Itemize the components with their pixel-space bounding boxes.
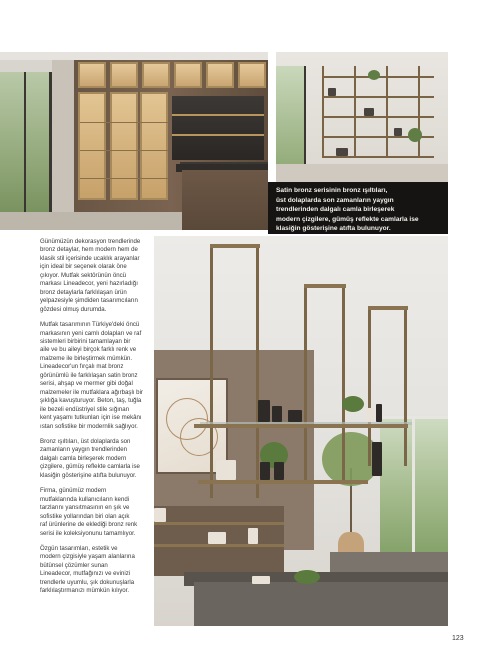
hanging-shelf-photo [154, 236, 448, 626]
hanging-rod [368, 306, 371, 466]
text-line: görünümlü ile farklılaşan satin bronz [40, 371, 138, 379]
glass-tall-cabinet [110, 92, 138, 200]
shelf-post [418, 66, 420, 158]
bronze-shelf [194, 424, 408, 428]
text-line: ıstan sofistike bir modernlik sağlıyor. [40, 422, 138, 430]
text-line: Özgün tasarımları, estetik ve [40, 544, 118, 552]
text-line: için ideal bir seçenek olarak öne [40, 263, 127, 271]
stacked-books [216, 460, 236, 480]
paragraph-3 [40, 438, 152, 480]
storage-jar [272, 406, 282, 422]
shelf-bar [322, 116, 434, 118]
bottle [366, 408, 374, 422]
text-line: Mutfak tasarımının Türkiye'deki öncü [40, 321, 140, 329]
glass-upper-cabinet [206, 62, 234, 88]
text-line: çizgilere, gümüş reflekte camlarla ise [40, 463, 140, 471]
shelf-plant [368, 70, 380, 80]
window [276, 66, 306, 166]
bowl [208, 532, 226, 544]
shelf-bar [322, 96, 434, 98]
page-number: 123 [452, 635, 464, 642]
text-line: malzeme ile birleştirmek mümkün. [40, 354, 133, 362]
caption-line: Satin bronz serisinin bronz ışıltıları, [276, 187, 388, 194]
text-line: yelpazesiyle şimdiden tasarımcıların [40, 297, 138, 305]
window-mullion [24, 72, 26, 230]
text-line: dalgalı camla birleşerek modern [40, 454, 127, 462]
dark-niche [172, 96, 264, 160]
floor-plant [408, 128, 422, 142]
text-line: Firma, günümüz modern [40, 487, 107, 495]
text-line: ile bezeli endüstriyel stile sığınan [40, 405, 130, 413]
text-line: gözdesi olmuş durumda. [40, 305, 107, 313]
bronze-shelf-photo [276, 52, 448, 182]
shelf-bar [322, 156, 434, 158]
text-line: modern çizgisiyle yaşam alanlarına [40, 553, 135, 561]
kitchen-island [182, 170, 268, 230]
low-shelf [154, 544, 284, 547]
wall-section [52, 60, 74, 230]
text-line: Lineadecor, mutfağınızı ve evinizi [40, 570, 131, 578]
shelf-object [336, 148, 348, 156]
herb-pot [260, 462, 270, 480]
island-bowl [252, 576, 270, 584]
window-frame [412, 416, 415, 566]
bottle-rack [372, 442, 382, 476]
island-plant [294, 570, 320, 584]
text-line: sofistike yollarından biri olan açık [40, 512, 130, 520]
text-line: bronz detaylarla farklılaşan ürün [40, 288, 127, 296]
cabinet-shelf [80, 178, 168, 179]
glass-upper-cabinet [238, 62, 266, 88]
hanging-rod [404, 306, 407, 466]
storage-jar [288, 410, 302, 422]
caption-line: klasiğin gösterişine atıfta bulunuyor. [276, 225, 391, 233]
text-line: serisi ile koleksiyonunu tamamlıyor. [40, 529, 136, 537]
cabinet-shelf [80, 150, 168, 151]
paragraph-4 [40, 487, 152, 538]
text-line: Günümüzün dekorasyon trendlerinde [40, 238, 141, 245]
text-line: markasının yeni camlı dolapları ve raf [40, 329, 142, 337]
top-frame-bar [304, 284, 346, 288]
hanging-rod [256, 244, 259, 498]
text-line: Lineadecor'un fırçalı mat bronz [40, 363, 124, 371]
niche-shelf [172, 134, 264, 136]
ceiling [0, 52, 268, 60]
glass-tall-cabinet [78, 92, 106, 200]
cabinet-shelf [80, 122, 168, 123]
hanging-rod [210, 244, 213, 498]
text-line: bronz detaylar, hem modern hem de [40, 246, 138, 254]
text-line: tarzlarını yansıtmasının en şık ve [40, 504, 130, 512]
text-line: serisi, ahşap ve mermer gibi doğal [40, 380, 133, 388]
storage-jar [258, 400, 270, 422]
glass-upper-cabinet [142, 62, 170, 88]
low-shelf [154, 522, 284, 525]
shelf-object [328, 88, 336, 96]
text-line: mutfaklarında kullanıcıların kendi [40, 495, 130, 503]
niche-shelf [172, 114, 264, 116]
bottle [376, 404, 382, 422]
photo-caption-box [268, 182, 448, 234]
glass-upper-cabinet [78, 62, 106, 88]
text-line: klasik stil içerisinde ucaklık arayanlar [40, 254, 140, 262]
text-line: klasiğin gösterişine atıfta bulunuyor. [40, 471, 137, 479]
text-line: çıkıyor. Mutfak sektörünün öncü [40, 271, 127, 279]
paragraph-1 [40, 238, 152, 314]
text-line: zamanların yaygın trendlerinden [40, 446, 128, 454]
cup [248, 528, 258, 544]
cup [154, 508, 166, 522]
article-body [40, 238, 152, 603]
shelf-post [386, 66, 388, 158]
shelf-plant [342, 396, 364, 412]
bronze-shelf [198, 480, 368, 484]
glass-upper-cabinet [174, 62, 202, 88]
kitchen-island [194, 582, 448, 626]
text-line: sistemleri birbirini tamamlayan bir [40, 337, 131, 345]
shelf-post [354, 66, 356, 158]
glass-tall-cabinet [140, 92, 168, 200]
text-line: malzemeler ile mutfaklara ağırbaşlı bir [40, 388, 143, 396]
text-line: farklılaştırmanızı mümkün kılıyor. [40, 587, 130, 595]
shelf-object [364, 108, 374, 116]
text-line: şıklığa kavuşturuyor. Beton, taş, tuğla [40, 397, 142, 405]
window-frame [0, 72, 52, 230]
text-line: markası Lineadecor, yeni hazırladığı [40, 280, 138, 288]
paragraph-2 [40, 321, 152, 431]
text-line: Bronz ışıltıları, üst dolaplarda son [40, 437, 131, 445]
text-line: trendlerle uyumlu, şık dokunuşlarla [40, 578, 135, 586]
top-frame-bar [368, 306, 408, 310]
herb-pot [274, 462, 284, 480]
text-line: aile ve bu aileyi birçok farklı renk ve [40, 346, 137, 354]
glass-upper-cabinet [110, 62, 138, 88]
top-frame-bar [210, 244, 260, 248]
hanging-rod [342, 284, 345, 484]
shelf-post [322, 66, 324, 158]
kitchen-cabinets-photo [0, 52, 268, 230]
caption-line: trendlerinden dalgalı camla birleşerek [276, 206, 395, 214]
floor [276, 164, 448, 182]
caption-line: modern çizgilere, gümüş reflekte camlarla ise [276, 215, 419, 223]
caption-line: üst dolaplarda son zamanların yaygın [276, 196, 394, 204]
paragraph-5 [40, 545, 152, 596]
shelf-object [394, 128, 402, 136]
hanging-rod [304, 284, 307, 484]
text-line: raf ürünlerine de eklediği bronz renk [40, 521, 138, 529]
text-line: kent yaşamı tutkunları için ise mekânı [40, 414, 142, 422]
text-line: bütünsel çözümler sunan [40, 561, 108, 569]
